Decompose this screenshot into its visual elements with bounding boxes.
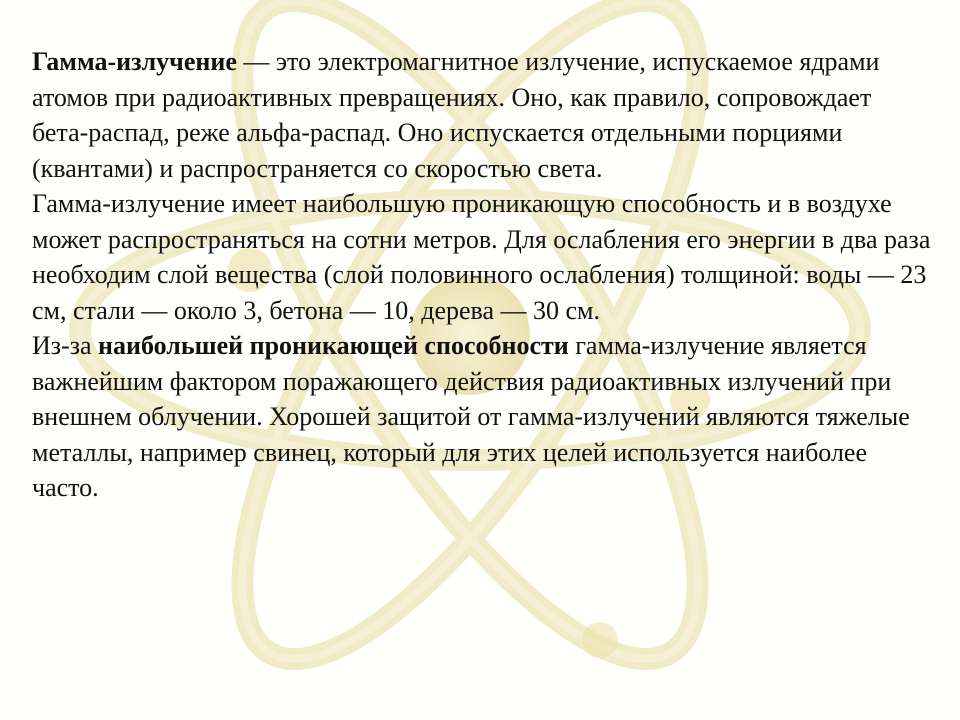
protection-intro: Из-за [32,331,99,360]
protection-text: гамма-излучение является важнейшим фактором поражающего действия радиоактивных излучений при внешнем облучении. Хорошей защитой от гамма-излучений являются тяжелые металлы, например свинец, который для этих целей используется наиболее часто. [32,331,910,502]
term-gamma-radiation: Гамма-излучение [32,47,237,76]
paragraph-protection [32,328,932,506]
highlight-penetrating-ability: наибольшей проникающей способности [98,331,569,360]
paragraph-penetration: Гамма-излучение имеет наибольшую проникающую способность и в воздухе может распространяться на сотни метров. Для ослабления его энергии в два раза необходим слой вещества (слой половинного ослабления) толщиной: воды — 23 см, стали — около 3, бетона — 10, дерева — 30 см. [32,189,931,325]
paragraph-definition [32,44,932,186]
definition-text: — это электромагнитное излучение, испускаемое ядрами атомов при радиоактивных превращениях. Оно, как правило, сопровождает бета-распад, реже альфа-распад. Оно испускается отдельными порциями (квантами) и распространяется со скоростью света. [32,47,880,183]
slide-body [32,44,932,506]
